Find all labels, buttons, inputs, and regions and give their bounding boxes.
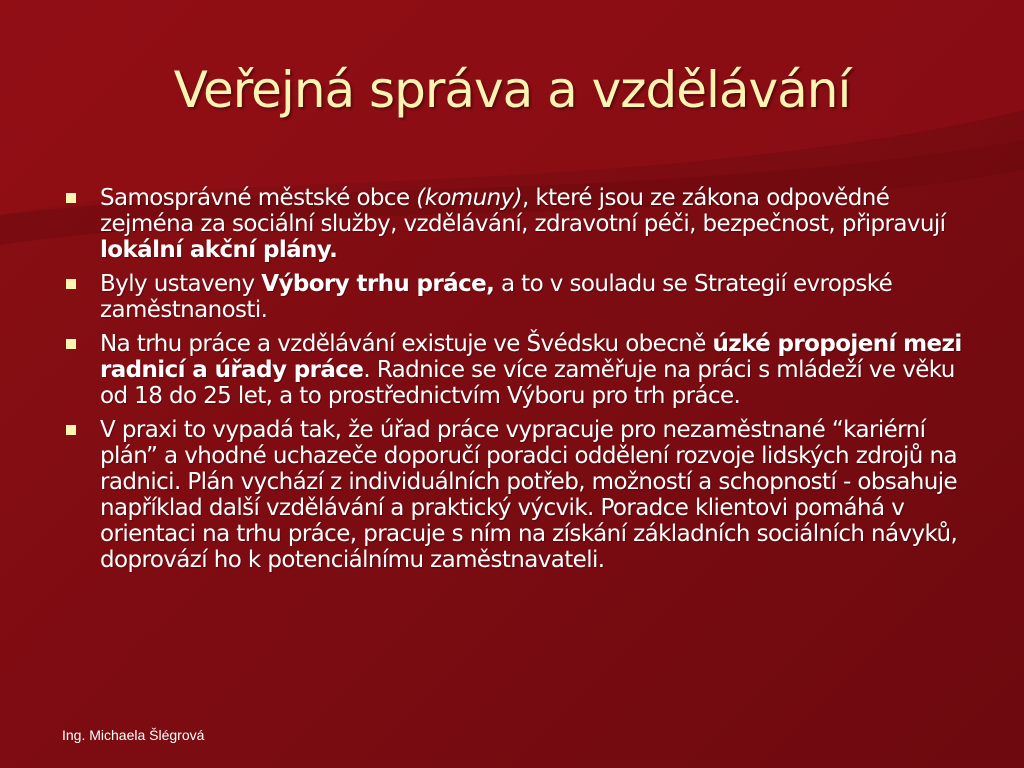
square-bullet-icon — [66, 425, 76, 435]
square-bullet-icon — [66, 339, 76, 349]
bullet-text-segment: lokální akční plány. — [100, 237, 338, 263]
footer-author: Ing. Michaela Šlégrová — [62, 727, 205, 743]
bullet-item — [60, 331, 980, 409]
bullet-text-segment: (komuny) — [416, 185, 522, 211]
bullet-text-segment: V praxi to vypadá tak, že úřad práce vypracuje pro nezaměstnané “kariérní plán” a vhodné uchazeče doporučí poradci oddělení rozvoje lidských zdrojů na radnici. Plán vychází z individuálních potřeb, možností a schopností - obsahuje například další vzdělávání a praktický výcvik. Poradce klientovi pomáhá v orientaci na trhu práce, pracuje s ním na získání základních sociálních návyků, doprovází ho k potenciálnímu zaměstnavateli. — [100, 417, 958, 573]
square-bullet-icon — [66, 279, 76, 289]
bullet-text-segment: Byly ustaveny — [100, 271, 262, 297]
slide-title: Veřejná správa a vzdělávání — [173, 61, 851, 119]
bullet-text-segment: úzké propojení mezi radnicí a úřady práce — [100, 331, 962, 383]
bullet-item — [60, 185, 980, 263]
bullet-text-segment: Na trhu práce a vzdělávání existuje ve Švédsku obecně — [100, 331, 713, 357]
square-bullet-icon — [66, 193, 76, 203]
bullet-text-segment: , které jsou ze zákona odpovědné zejména za sociální služby, vzdělávání, zdravotní péči, bezpečnost, připravují — [100, 185, 946, 237]
bullet-text-segment: . Radnice se více zaměřuje na práci s mládeží ve věku od 18 do 25 let, a to prostřednictvím Výboru pro trh práce. — [100, 357, 955, 409]
bullet-item — [60, 417, 980, 573]
bullet-item — [60, 271, 980, 323]
bullet-text-segment: a to v souladu se Strategií evropské zaměstnanosti. — [100, 271, 893, 323]
bullet-text-segment: Samosprávné městské obce — [100, 185, 417, 211]
bullet-list — [60, 185, 980, 581]
bullet-text-segment: Výbory trhu práce, — [261, 271, 495, 297]
